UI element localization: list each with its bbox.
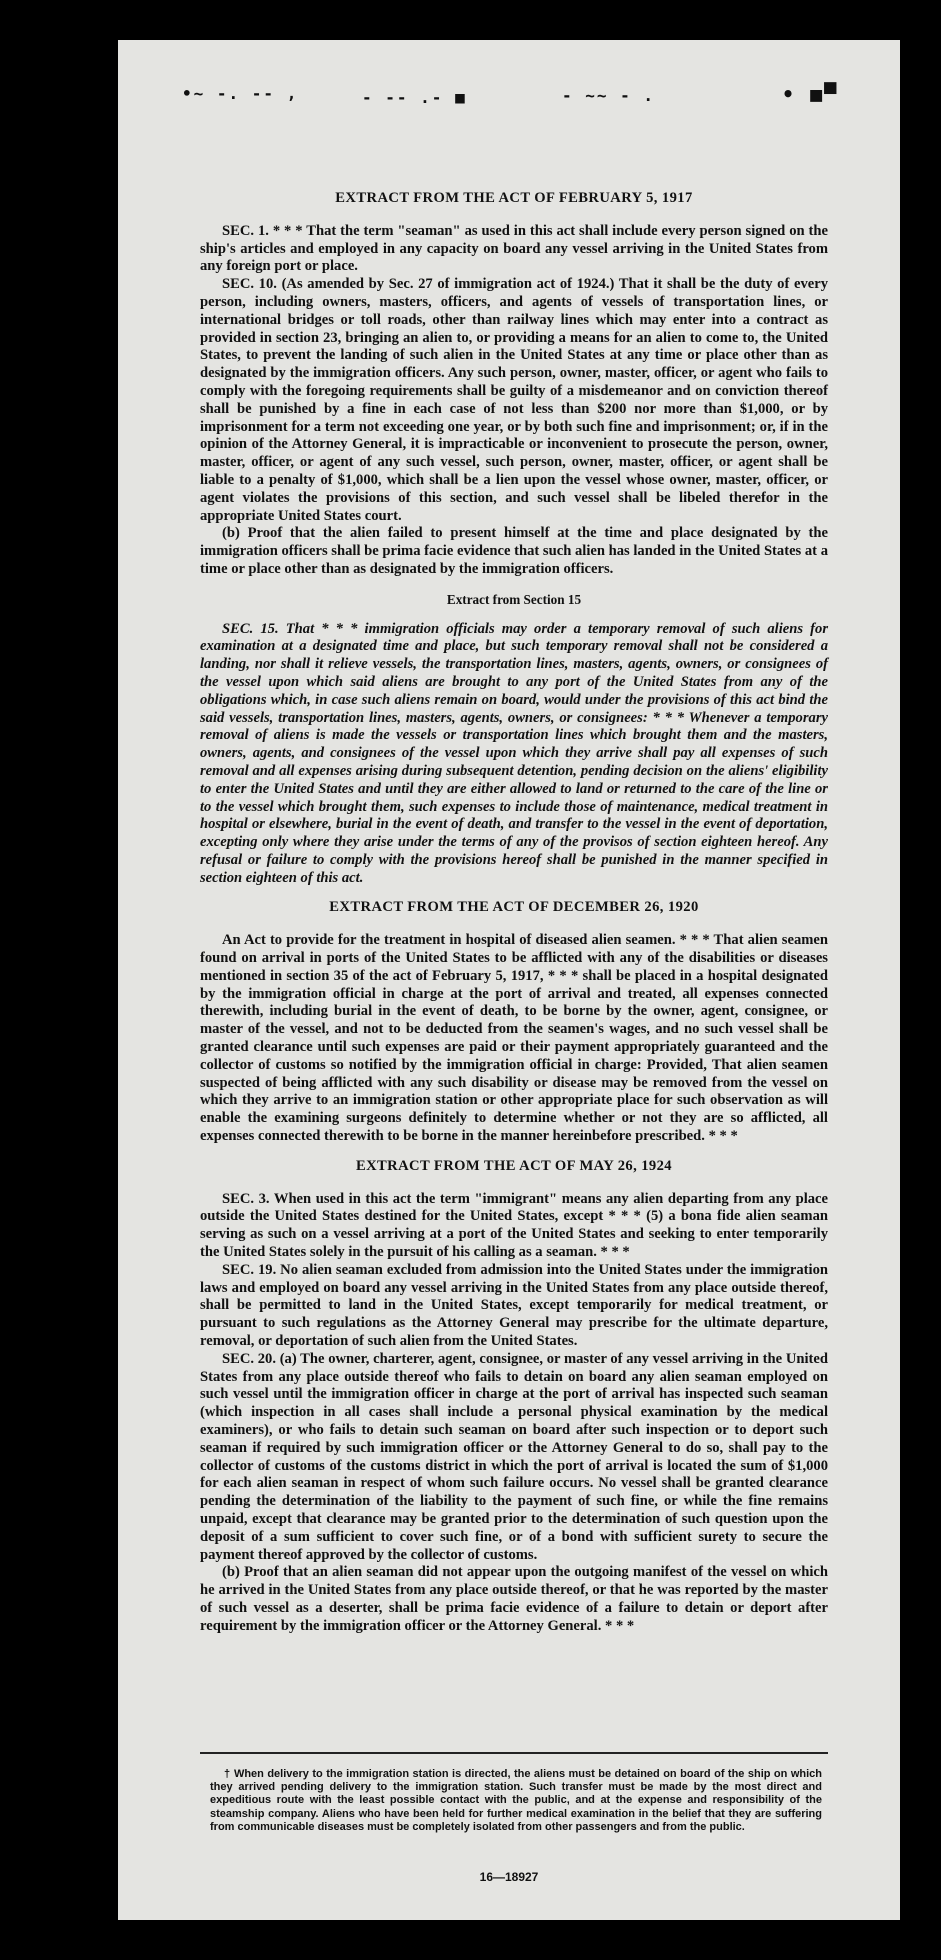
spacer — [200, 887, 828, 899]
paragraph-sec-20-a: SEC. 20. (a) The owner, charterer, agent, consignee, or master of any vessel arriving in the United States from any place outside thereof who fails to detain on board any alien seaman employed on such vessel until the immigration officer in charge at the port of arrival has inspected such seaman (which inspection in all cases shall include a personal physical examination by the medical examiners), or who fails to detain such seaman on board after such inspection or to deport such seaman if required by such immigration officer or the Attorney General to do so, shall pay to the collector of customs of the customs district in which the port of arrival is located the sum of $1,000 for each alien seaman in respect of whom such failure occurs. No vessel shall be granted clearance pending the determination of the liability to the payment of such fine, or while the fine remains unpaid, except that clearance may be granted prior to the determination of such question upon the deposit of a sum sufficient to cover such fine, or of a bond with sufficient surety to secure the payment thereof approved by the collector of customs. — [200, 1350, 828, 1563]
heading-act-feb-1917: EXTRACT FROM THE ACT OF FEBRUARY 5, 1917 — [335, 190, 693, 206]
footnote: † When delivery to the immigration station is directed, the aliens must be detained on board of the ship on which they arrived pending delivery to the immigration station. Such transfer must be made by the most direct and expeditious route with the least possible contact with the public, and at the expense and responsibility of the steamship company. Aliens who have been held for further medical examination in the belief that they are suffering from communicable diseases must be completely isolated from other passengers and from the public. — [210, 1768, 822, 1833]
paragraph-sec-10-b: (b) Proof that the alien failed to present himself at the time and place designated by the immigration officers shall be prima facie evidence that such alien has landed in the United States at a time or place other than as designated by the immigration officers. — [200, 525, 828, 577]
document-page — [118, 40, 900, 1920]
form-number: 16—18927 — [479, 1870, 539, 1884]
smudge-right: - ~~ - . — [562, 86, 656, 105]
footnote-divider — [200, 1752, 828, 1754]
smudge-middle: - -- .- ■ — [362, 88, 467, 107]
paragraph-sec-10: SEC. 10. (As amended by Sec. 27 of immigration act of 1924.) That it shall be the duty of every person, including owners, masters, officers, and agents of vessels of transportation lines, or international bridges or toll roads, other than railway lines which may enter into a contract as provided in section 23, bringing an alien to, or providing a means for an alien to come to, the United States, to prevent the landing of such alien in the United States at any time or place other than as designated by the immigration officers. Any such person, owner, master, officer, or agent who fails to comply with the foregoing requirements shall be guilty of a misdemeanor and on conviction thereof shall be punished by a fine in each case of not less than $200 nor more than $1,000, or by imprisonment for a term not exceeding one year, or by both such fine and imprisonment; or, if in the opinion of the Attorney General, it is impracticable or inconvenient to prosecute the person, owner, master, officer, or agent of any such vessel, such person, owner, master, officer, or agent shall be liable to a penalty of $1,000, which shall be a lien upon the vessel whose owner, master, officer, or agent violates the provisions of this section, and such vessel shall be libeled therefor in the appropriate United States court. — [200, 276, 828, 524]
paragraph-sec-15: SEC. 15. That * * * immigration officials may order a temporary removal of such aliens for examination at a designated time and place, but such temporary removal shall not be considered a landing, nor shall it relieve vessels, the transportation lines, masters, agents, owners, or consignees of the vessel upon which said aliens are brought to any port of the United States from any of the obligations which, in case such aliens remain on board, would under the provisions of this act bind the said vessels, transportation lines, masters, agents, owners, or consignees: * * * Whenever a temporary removal of aliens is made the vessels or transportation lines which brought them and the masters, owners, agents, and consignees of the vessel upon which they arrive shall pay all expenses of such removal and all expenses arising during subsequent detention, pending decision on the aliens' eligibility to enter the United States and until they are either allowed to land or returned to the care of the line or to the vessel which brought them, such expenses to include those of maintenance, medical treatment in hospital or elsewhere, burial in the event of death, and transfer to the vessel in the event of deportation, excepting only where they arise under the terms of any of the provisos of section eighteen hereof. Any refusal or failure to comply with the provisions hereof shall be punished in the manner specified in section eighteen of this act. — [200, 620, 828, 886]
header-smudge-marks — [182, 80, 842, 140]
spacer — [200, 1146, 828, 1158]
paragraph-act-1920: An Act to provide for the treatment in hospital of diseased alien seamen. * * * That alien seamen found on arrival in ports of the United States to be afflicted with any of the disabilities or diseases mentioned in section 35 of the act of February 5, 1917, * * * shall be placed in a hospital designated by the immigration official in charge at the port of arrival and treated, all expenses connected therewith, including burial in the event of death, to be borne by the owner, agent, consignee, or master of the vessel, and not to be deducted from the seamen's wages, and no such vessel shall be granted clearance until such expenses are paid or their payment appropriately guaranteed and the collector of customs so notified by the immigration official in charge: Provided, That alien seamen suspected of being afflicted with any such disability or disease may be removed from the vessel on which they arrive to an immigration station or other appropriate place for such observation as will enable the examining surgeons definitely to determine whether or not they are so afflicted, all expenses connected therewith to be borne in the manner hereinbefore prescribed. * * * — [200, 932, 828, 1145]
smudge-left: •~ -. -- , — [182, 84, 299, 103]
smudge-corner: • ■▀ — [782, 82, 839, 106]
paragraph-sec-19: SEC. 19. No alien seaman excluded from admission into the United States under the immigration laws and employed on board any vessel arriving in the United States from any place outside thereof, shall be permitted to land in the United States, except temporarily for medical treatment, or pursuant to such regulations as the Attorney General may prescribe for the ultimate departure, removal, or deportation of such alien from the United States. — [200, 1261, 828, 1350]
paragraph-sec-3: SEC. 3. When used in this act the term "immigrant" means any alien departing from any place outside the United States destined for the United States, except * * * (5) a bona fide alien seaman serving as such on a vessel arriving at a port of the United States and seeking to enter temporarily the United States solely in the pursuit of his calling as a seaman. * * * — [200, 1190, 828, 1261]
paragraph-sec-20-b: (b) Proof that an alien seaman did not appear upon the outgoing manifest of the vessel on which he arrived in the United States from any place outside thereof, or that he was reported by the master of such vessel as a deserter, shall be prima facie evidence of a failure to detain or deport after requirement by the immigration officer or the Attorney General. * * * — [200, 1564, 828, 1634]
heading-act-dec-1920: EXTRACT FROM THE ACT OF DECEMBER 26, 1920 — [329, 899, 699, 916]
heading-section-15: Extract from Section 15 — [446, 591, 582, 607]
heading-act-may-1924: EXTRACT FROM THE ACT OF MAY 26, 1924 — [355, 1157, 673, 1174]
paragraph-sec-1: SEC. 1. * * * That the term "seaman" as used in this act shall include every person signed on the ship's articles and employed in any capacity on board any vessel arriving in the United States from any foreign port or place. — [200, 222, 828, 275]
document-body — [200, 190, 828, 1636]
